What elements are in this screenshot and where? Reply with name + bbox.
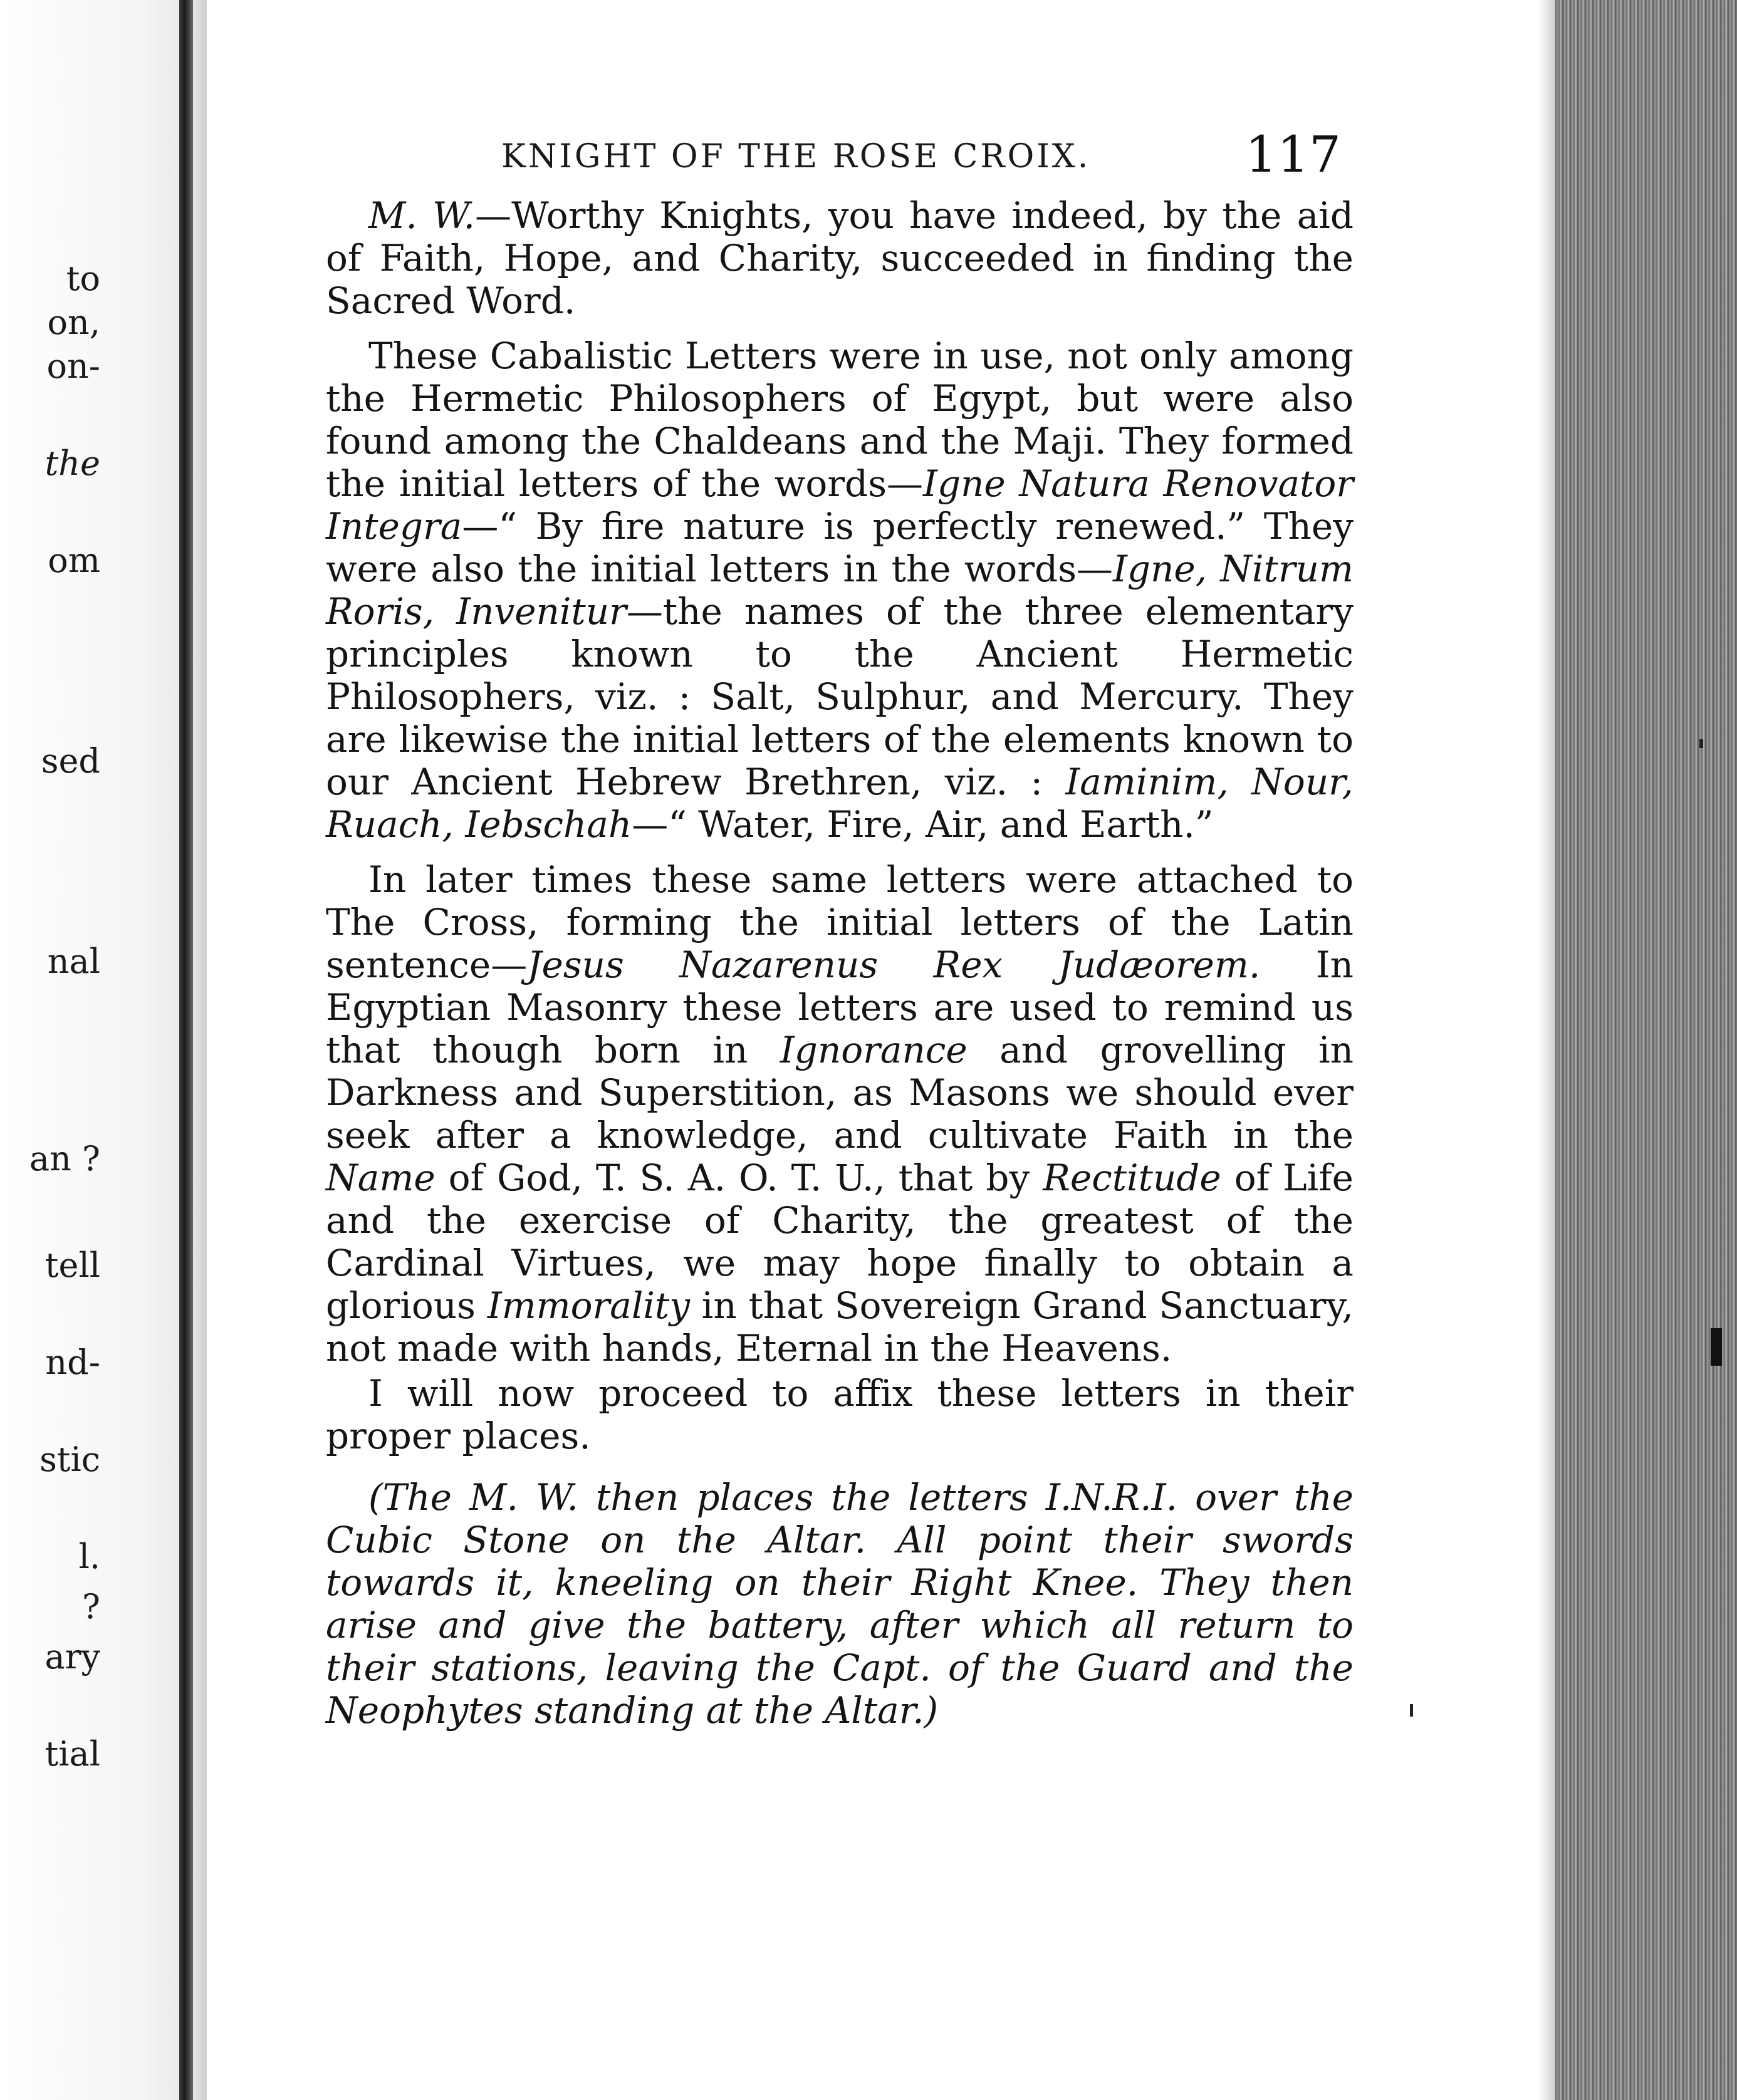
left-fragment: ary bbox=[44, 1637, 100, 1676]
speaker-label: M. W. bbox=[368, 194, 476, 237]
left-fragment: nal bbox=[47, 942, 100, 981]
binding-shadow bbox=[179, 0, 193, 2100]
stage-direction: (The M. W. then places the letters I.N.R.I. over the Cubic Stone on the Altar. All point their swords towards it, kneeling on their Right Knee. They then arise and give the battery, after which all return to their stations, leaving the Capt. of the Guard and the Neophytes standing at the Altar.) bbox=[326, 1476, 1354, 1732]
paragraph-text: These Cabalistic Letters were in use, not only among the Hermetic Philosophers of Egypt, but were also found among the Chaldeans and the Maji. They formed the initial letters of the words— bbox=[326, 335, 1354, 505]
scan-speck bbox=[1711, 1328, 1722, 1366]
running-title: KNIGHT OF THE ROSE CROIX. bbox=[501, 138, 1091, 175]
left-fragment: sed bbox=[41, 741, 100, 781]
paragraph-text: —the names of the three elementary principles known to the Ancient Hermetic Philosophers, viz. : Salt, Sulphur, and Mercury. They are likewise the initial letters of the elements known to our Ancient Hebrew Brethren, viz. : bbox=[326, 590, 1354, 803]
left-fragment: an ? bbox=[29, 1139, 100, 1178]
paragraph-3 bbox=[326, 858, 1354, 1370]
scan-speck bbox=[1699, 739, 1703, 748]
page-number: 117 bbox=[1245, 125, 1341, 184]
page-fore-edge bbox=[1555, 0, 1737, 2100]
left-fragment: nd- bbox=[45, 1343, 100, 1382]
paragraph-1 bbox=[326, 194, 1354, 322]
paragraph-text: of Life and the exercise of Charity, the greatest of the Cardinal Virtues, we may hope finally to obtain a glorious bbox=[326, 1157, 1354, 1327]
paragraph-text: —“ By fire nature is perfectly renewed.” They were also the initial letters in the words— bbox=[326, 505, 1354, 590]
emphasis-word: Name bbox=[326, 1157, 436, 1199]
left-fragment: stic bbox=[39, 1440, 100, 1479]
left-fragment: the bbox=[44, 444, 100, 483]
page-header bbox=[326, 119, 1354, 194]
paragraph-4: I will now proceed to affix these letters in their proper places. bbox=[326, 1372, 1354, 1457]
paragraph-text: —Worthy Knights, you have indeed, by the aid of Faith, Hope, and Charity, succeeded in finding the Sacred Word. bbox=[326, 194, 1354, 322]
emphasis-word: Immorality bbox=[487, 1284, 691, 1327]
paragraph-text: and grovelling in Darkness and Superstition, as Masons we should ever seek after a knowledge, and cultivate Faith in the bbox=[326, 1029, 1354, 1157]
left-fragment: ? bbox=[82, 1587, 100, 1626]
emphasis-word: Rectitude bbox=[1043, 1157, 1221, 1199]
paragraph-text: in that Sovereign Grand Sanctuary, not made with hands, Eternal in the Heavens. bbox=[326, 1284, 1354, 1370]
paragraph-2 bbox=[326, 335, 1354, 846]
book-page bbox=[326, 119, 1354, 1732]
paragraph-text: In later times these same letters were attached to The Cross, forming the initial letters of the Latin sentence— bbox=[326, 858, 1354, 986]
emphasis-word: Ignorance bbox=[780, 1029, 968, 1071]
left-fragment: to bbox=[66, 259, 100, 298]
latin-phrase: Igne, Nitrum Roris, Invenitur bbox=[326, 548, 1354, 633]
paragraph-text: —“ Water, Fire, Air, and Earth.” bbox=[632, 803, 1214, 846]
left-fragment: tial bbox=[44, 1734, 100, 1774]
latin-phrase: Igne Natura Renovator Integra bbox=[326, 462, 1354, 548]
left-fragment: om bbox=[48, 541, 100, 580]
latin-phrase: Jesus Nazarenus Rex Judæorem. bbox=[527, 943, 1261, 986]
left-fragment: l. bbox=[78, 1537, 100, 1576]
left-fragment: tell bbox=[44, 1245, 100, 1285]
left-fragment: on, bbox=[47, 303, 100, 342]
paragraph-text: of God, T. S. A. O. T. U., that by bbox=[435, 1157, 1043, 1199]
hebrew-phrase: Iaminim, Nour, Ruach, Iebschah bbox=[326, 761, 1354, 846]
page-edge-shade bbox=[1538, 0, 1555, 2100]
scan-speck bbox=[1410, 1704, 1413, 1717]
left-fragment: on- bbox=[46, 346, 100, 386]
paragraph-text: In Egyptian Masonry these letters are used to remind us that though born in bbox=[326, 943, 1354, 1071]
